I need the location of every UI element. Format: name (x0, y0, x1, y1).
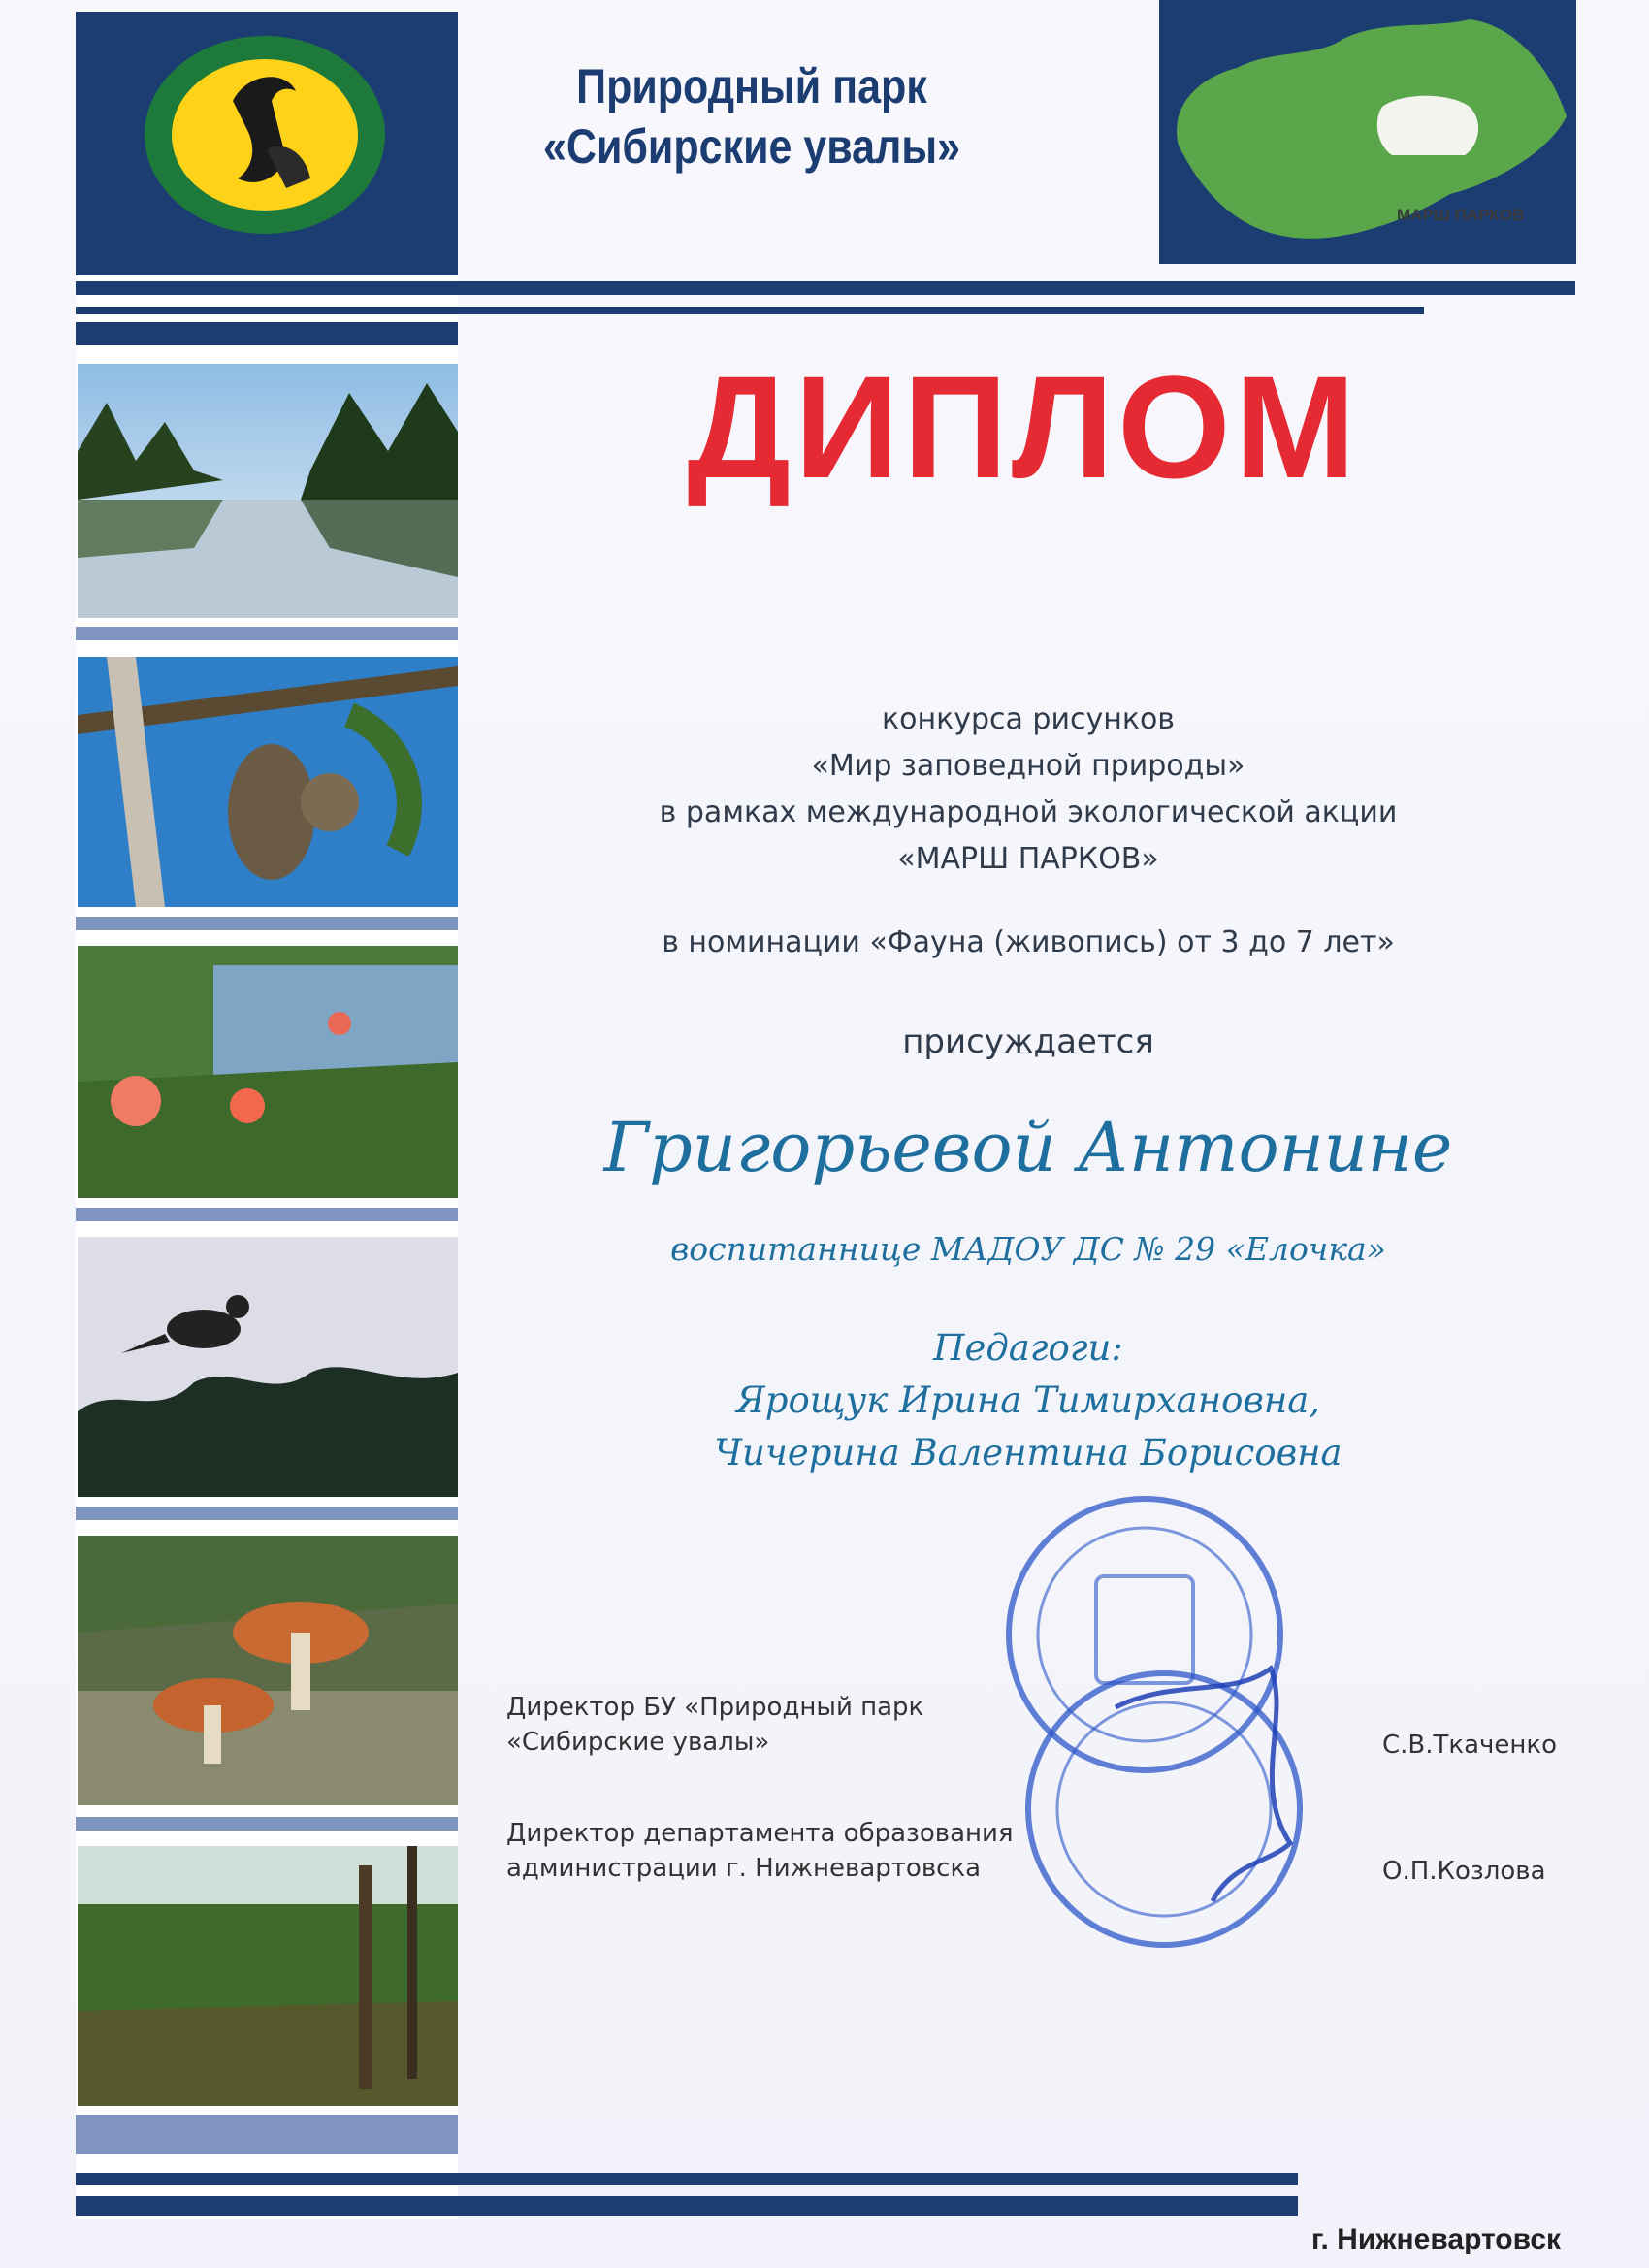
director2-title-line2: администрации г. Нижневартовска (506, 1854, 982, 1883)
teachers-label: Педагоги: (933, 1327, 1123, 1369)
director1-name: С.В.Ткаченко (1382, 1731, 1558, 1760)
director2-title (506, 1816, 1014, 1886)
mushrooms-photo (78, 1536, 458, 1805)
contest-line2: «Мир заповедной природы» (811, 749, 1245, 783)
photo-divider (76, 627, 458, 640)
director2-name: О.П.Козлова (1382, 1857, 1546, 1886)
header-rule-mid (76, 307, 1424, 314)
director1-title-line2: «Сибирские увалы» (506, 1728, 770, 1757)
teacher-name: Ярощук Ирина Тимирхановна, (735, 1379, 1321, 1421)
bird-photo (78, 1237, 458, 1497)
nomination: в номинации «Фауна (живопись) от 3 до 7 лет» (662, 925, 1395, 959)
squirrel-photo (78, 657, 458, 907)
forest-river-photo (78, 1846, 458, 2106)
photo-divider (76, 917, 458, 930)
contest-line3: в рамках международной экологической акции (659, 795, 1398, 829)
contest-description (543, 697, 1513, 883)
official-stamp (980, 1494, 1329, 1960)
park-name-line1: Природный парк (576, 59, 927, 113)
lake-photo (78, 364, 458, 618)
park-name-line2: «Сибирские увалы» (542, 119, 961, 174)
photo-divider (76, 2115, 458, 2154)
contest-line4: «МАРШ ПАРКОВ» (897, 842, 1159, 876)
recipient-institution: воспитаннице МАДОУ ДС № 29 «Елочка» (670, 1230, 1386, 1268)
footer-rule-top (76, 2173, 1298, 2185)
diploma-title: ДИПЛОМ (687, 345, 1360, 508)
park-logo-emblem (141, 33, 389, 237)
photo-divider (76, 1507, 458, 1520)
header-rule-top (76, 281, 1575, 295)
park-name (505, 56, 997, 177)
footer-rule-bottom (76, 2196, 1298, 2216)
photo-divider (76, 1208, 458, 1221)
map-caption: МАРШ ПАРКОВ (1397, 206, 1525, 224)
teacher-name: Чичерина Валентина Борисовна (714, 1432, 1342, 1474)
flowers-photo (78, 946, 458, 1198)
contest-line1: конкурса рисунков (882, 702, 1175, 736)
recipient-name: Григорьевой Антонине (603, 1108, 1453, 1187)
director1-title-line1: Директор БУ «Природный парк (506, 1693, 924, 1722)
header-rule-left (76, 322, 458, 345)
photo-divider (76, 1817, 458, 1831)
director2-title-line1: Директор департамента образования (506, 1819, 1014, 1848)
director1-title (506, 1690, 923, 1760)
awarded-label: присуждается (902, 1022, 1154, 1061)
footer-city: г. Нижневартовск (1311, 2223, 1562, 2255)
